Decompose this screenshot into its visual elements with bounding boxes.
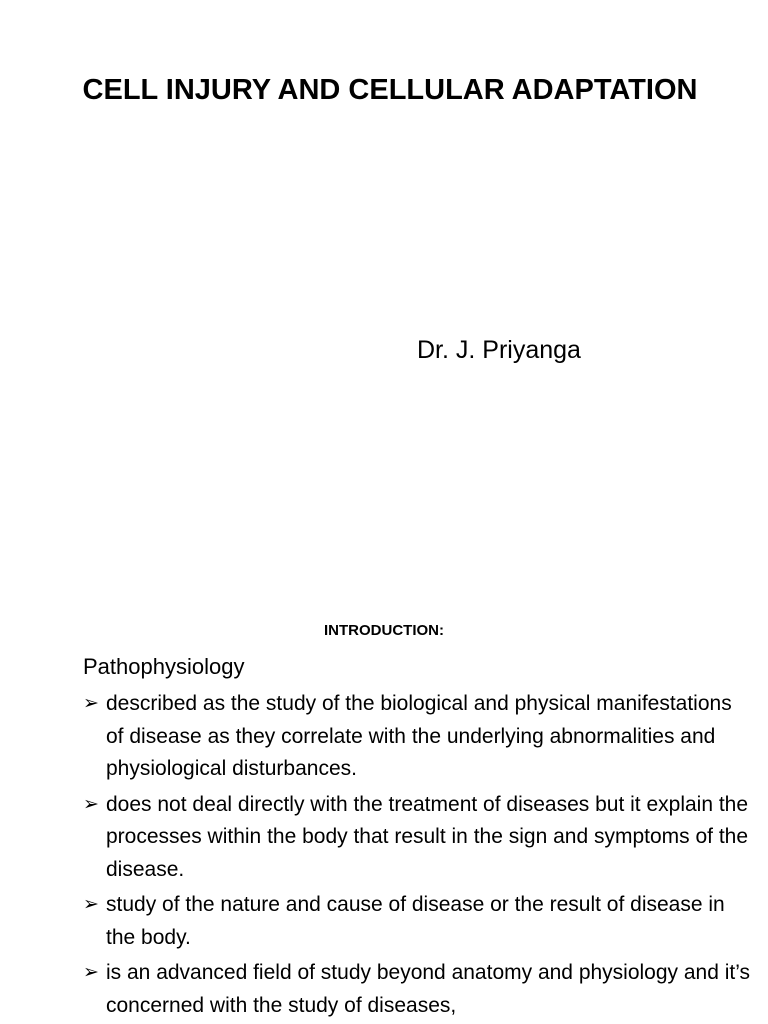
arrow-bullet-icon: ➢ xyxy=(83,894,99,915)
bullet-text: described as the study of the biological and physical manifestations of disease as they correlate with the underlying abnormalities and physiological disturbances. xyxy=(106,692,732,780)
author-name: Dr. J. Priyanga xyxy=(417,336,581,364)
arrow-bullet-icon: ➢ xyxy=(83,693,99,714)
slide-title: CELL INJURY AND CELLULAR ADAPTATION xyxy=(82,74,698,106)
bullet-text: is an advanced field of study beyond anatomy and physiology and it’s concerned with the study of diseases, xyxy=(106,961,751,1017)
section-heading: INTRODUCTION: xyxy=(324,622,444,639)
topic-label: Pathophysiology xyxy=(83,654,245,679)
bullet-list xyxy=(83,688,753,1024)
arrow-bullet-icon: ➢ xyxy=(83,793,99,815)
bullet-item xyxy=(83,889,753,954)
bullet-item xyxy=(83,957,753,1022)
bullet-text: study of the nature and cause of disease or the result of disease in the body. xyxy=(106,893,725,949)
arrow-bullet-icon: ➢ xyxy=(83,962,99,983)
bullet-item xyxy=(83,789,753,887)
bullet-text: does not deal directly with the treatment of diseases but it explain the processes within the body that result in the sign and symptoms of the disease. xyxy=(106,792,749,881)
bullet-item xyxy=(83,688,753,786)
introduction-slide xyxy=(0,576,768,1024)
